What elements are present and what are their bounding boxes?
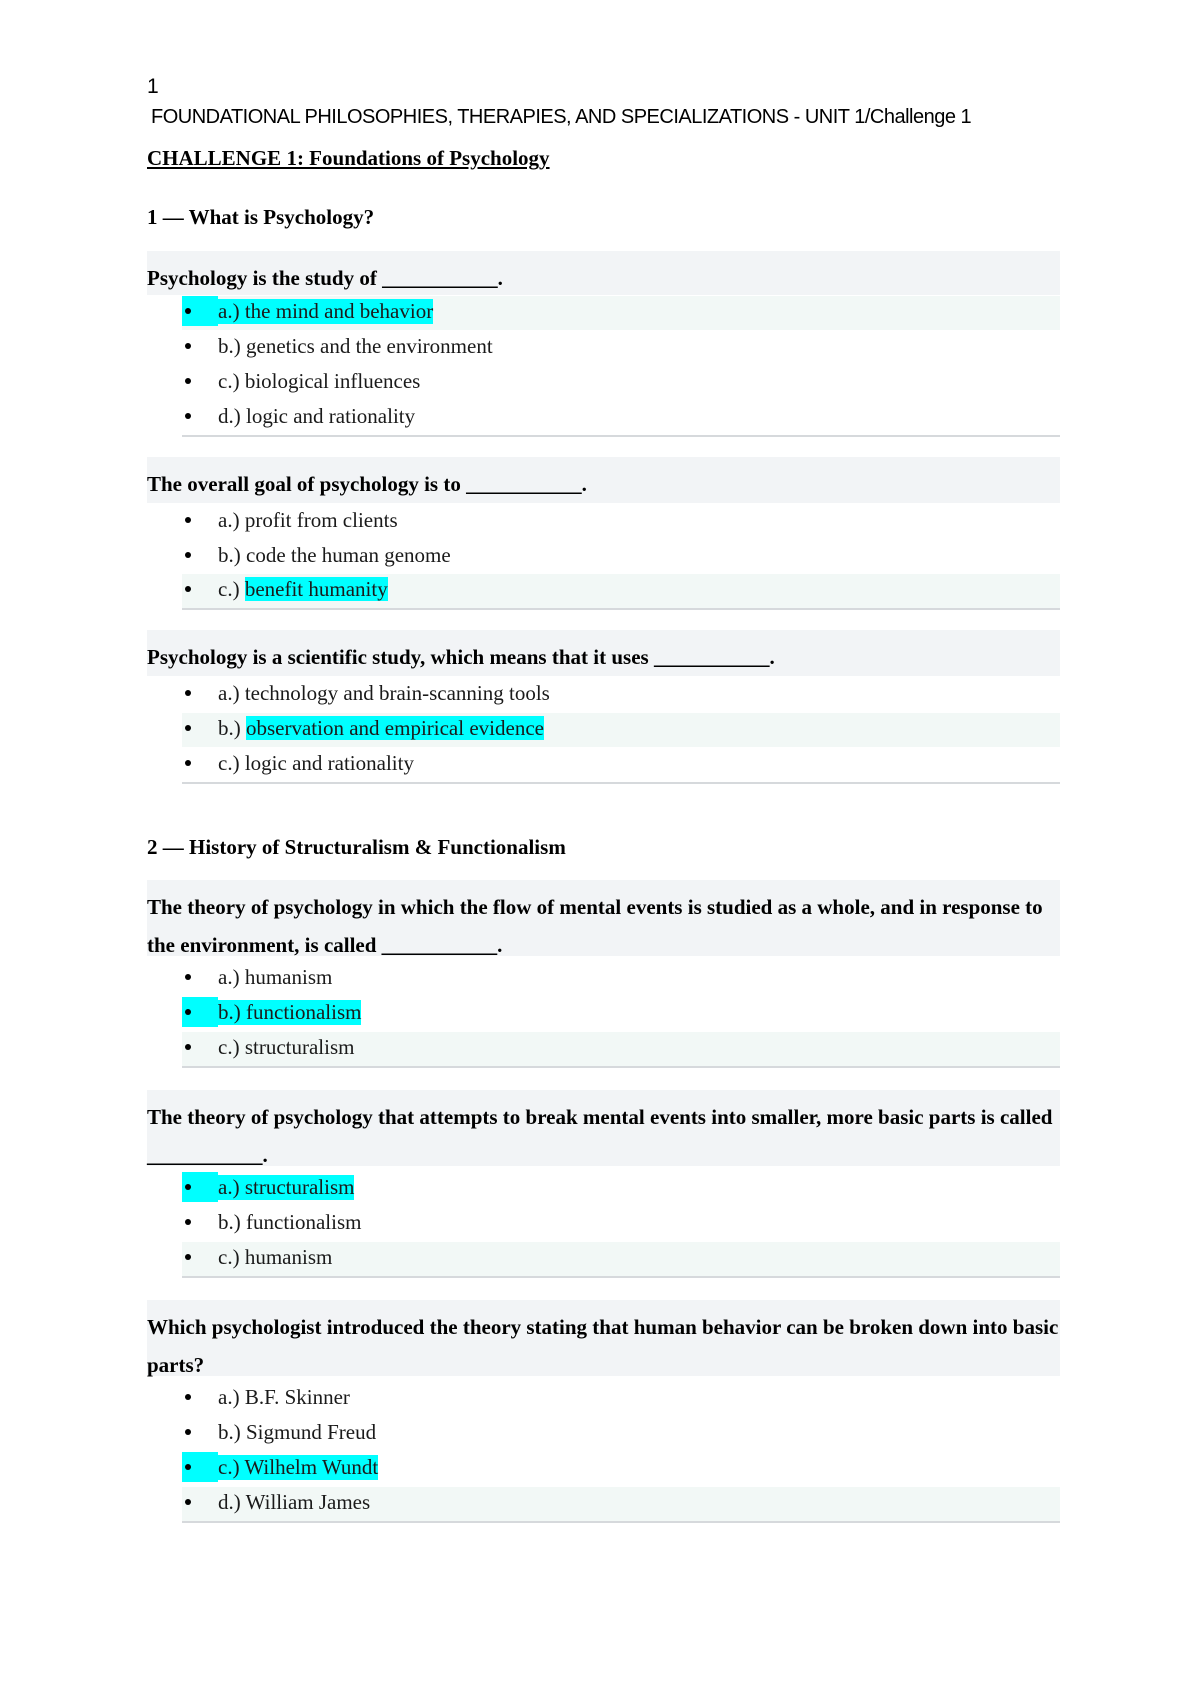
answer-option[interactable] bbox=[182, 997, 1060, 1031]
question-prompt: Psychology is a scientific study, which means that it uses ___________. bbox=[147, 630, 1060, 676]
section-title: 1 — What is Psychology? bbox=[147, 205, 375, 229]
bullet-icon bbox=[182, 1172, 218, 1202]
option-label: b.) Sigmund Freud bbox=[218, 1420, 377, 1444]
option-label: a.) profit from clients bbox=[218, 508, 398, 532]
bullet-icon bbox=[182, 962, 218, 992]
option-label: d.) William James bbox=[218, 1490, 371, 1514]
option-label: a.) structuralism bbox=[218, 1175, 355, 1199]
answer-option[interactable] bbox=[182, 505, 1060, 539]
challenge-title: CHALLENGE 1: Foundations of Psychology bbox=[147, 146, 550, 170]
option-label: a.) technology and brain-scanning tools bbox=[218, 681, 550, 705]
question-prompt: The theory of psychology in which the flow of mental events is studied as a whole, and in response to the environment, is called ___________. bbox=[147, 880, 1060, 956]
answer-option[interactable] bbox=[182, 1172, 1060, 1206]
page-number: 1 bbox=[147, 75, 159, 98]
answer-option[interactable] bbox=[182, 540, 1060, 574]
answer-option[interactable] bbox=[182, 962, 1060, 996]
option-label: b.) code the human genome bbox=[218, 543, 451, 567]
option-label: b.) functionalism bbox=[218, 1210, 362, 1234]
option-label: a.) the mind and behavior bbox=[218, 299, 434, 323]
answer-option[interactable] bbox=[182, 296, 1060, 330]
option-label: b.) observation and empirical evidence bbox=[218, 716, 544, 740]
answer-option[interactable] bbox=[182, 1032, 1060, 1068]
answer-option[interactable] bbox=[182, 713, 1060, 747]
option-label: c.) biological influences bbox=[218, 369, 421, 393]
option-label: c.) benefit humanity bbox=[218, 577, 388, 601]
answer-option[interactable] bbox=[182, 366, 1060, 400]
bullet-icon bbox=[182, 540, 218, 570]
option-label: a.) B.F. Skinner bbox=[218, 1385, 350, 1409]
bullet-icon bbox=[182, 748, 218, 778]
answer-option[interactable] bbox=[182, 1242, 1060, 1278]
bullet-icon bbox=[182, 296, 218, 326]
bullet-icon bbox=[182, 574, 218, 604]
answer-option[interactable] bbox=[182, 331, 1060, 365]
bullet-icon bbox=[182, 1242, 218, 1272]
question-prompt: The overall goal of psychology is to ___________. bbox=[147, 457, 1060, 503]
bullet-icon bbox=[182, 1452, 218, 1482]
bullet-icon bbox=[182, 1382, 218, 1412]
option-label: c.) structuralism bbox=[218, 1035, 355, 1059]
bullet-icon bbox=[182, 713, 218, 743]
answer-option[interactable] bbox=[182, 748, 1060, 784]
option-label: b.) genetics and the environment bbox=[218, 334, 493, 358]
bullet-icon bbox=[182, 1487, 218, 1517]
question-prompt: Psychology is the study of ___________. bbox=[147, 251, 1060, 295]
bullet-icon bbox=[182, 331, 218, 361]
option-label: c.) logic and rationality bbox=[218, 751, 414, 775]
bullet-icon bbox=[182, 1207, 218, 1237]
bullet-icon bbox=[182, 1417, 218, 1447]
bullet-icon bbox=[182, 678, 218, 708]
question-prompt: The theory of psychology that attempts to break mental events into smaller, more basic parts is called ___________. bbox=[147, 1090, 1060, 1166]
answer-option[interactable] bbox=[182, 1487, 1060, 1523]
bullet-icon bbox=[182, 401, 218, 431]
option-label: d.) logic and rationality bbox=[218, 404, 416, 428]
answer-option[interactable] bbox=[182, 1382, 1060, 1416]
answer-option[interactable] bbox=[182, 1417, 1060, 1451]
document-header: FOUNDATIONAL PHILOSOPHIES, THERAPIES, AND SPECIALIZATIONS - UNIT 1/Challenge 1 bbox=[151, 106, 972, 128]
answer-option[interactable] bbox=[182, 401, 1060, 437]
bullet-icon bbox=[182, 997, 218, 1027]
bullet-icon bbox=[182, 366, 218, 396]
option-label: c.) humanism bbox=[218, 1245, 333, 1269]
option-label: a.) humanism bbox=[218, 965, 333, 989]
answer-option[interactable] bbox=[182, 678, 1060, 712]
bullet-icon bbox=[182, 505, 218, 535]
option-label: b.) functionalism bbox=[218, 1000, 362, 1024]
answer-option[interactable] bbox=[182, 574, 1060, 610]
bullet-icon bbox=[182, 1032, 218, 1062]
section-title: 2 — History of Structuralism & Functionalism bbox=[147, 835, 566, 859]
answer-option[interactable] bbox=[182, 1207, 1060, 1241]
question-prompt: Which psychologist introduced the theory stating that human behavior can be broken down into basic parts? bbox=[147, 1300, 1060, 1376]
answer-option[interactable] bbox=[182, 1452, 1060, 1486]
option-label: c.) Wilhelm Wundt bbox=[218, 1455, 379, 1479]
